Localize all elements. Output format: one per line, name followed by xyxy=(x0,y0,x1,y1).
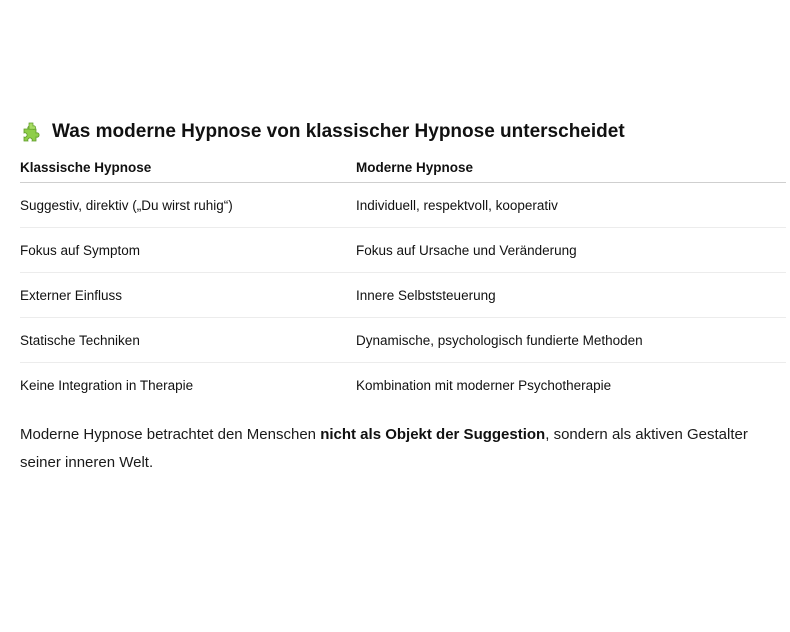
paragraph-text-start: Moderne Hypnose betrachtet den Menschen xyxy=(20,426,321,443)
table-cell-modern: Fokus auf Ursache und Veränderung xyxy=(356,228,786,273)
table-cell-modern: Individuell, respektvoll, kooperativ xyxy=(356,183,786,228)
table-row xyxy=(20,318,786,363)
table-cell-classic: Fokus auf Symptom xyxy=(20,228,356,273)
column-header-modern: Moderne Hypnose xyxy=(356,152,786,183)
summary-paragraph xyxy=(20,421,786,477)
table-row xyxy=(20,363,786,408)
paragraph-text-end: , sondern als aktiven Gestalter seiner inneren Welt. xyxy=(20,426,748,471)
comparison-table xyxy=(20,152,786,407)
table-cell-modern: Dynamische, psychologisch fundierte Methoden xyxy=(356,318,786,363)
table-cell-classic: Statische Techniken xyxy=(20,318,356,363)
table-cell-classic: Externer Einfluss xyxy=(20,273,356,318)
table-row xyxy=(20,228,786,273)
column-header-classic: Klassische Hypnose xyxy=(20,152,356,183)
table-cell-classic: Keine Integration in Therapie xyxy=(20,377,194,393)
table-cell-modern: Kombination mit moderner Psychotherapie xyxy=(356,377,612,393)
section-heading xyxy=(20,118,786,146)
table-cell-classic: Suggestiv, direktiv („Du wirst ruhig“) xyxy=(20,183,356,228)
table-row xyxy=(20,273,786,318)
paragraph-emphasis: nicht als Objekt der Suggestion xyxy=(320,426,546,443)
article-content xyxy=(20,118,786,492)
puzzle-piece-icon xyxy=(20,121,42,143)
table-row xyxy=(20,183,786,228)
table-header-row xyxy=(20,152,786,183)
table-cell-modern: Innere Selbststeuerung xyxy=(356,273,786,318)
section-title: Was moderne Hypnose von klassischer Hypnose unterscheidet xyxy=(52,121,625,142)
